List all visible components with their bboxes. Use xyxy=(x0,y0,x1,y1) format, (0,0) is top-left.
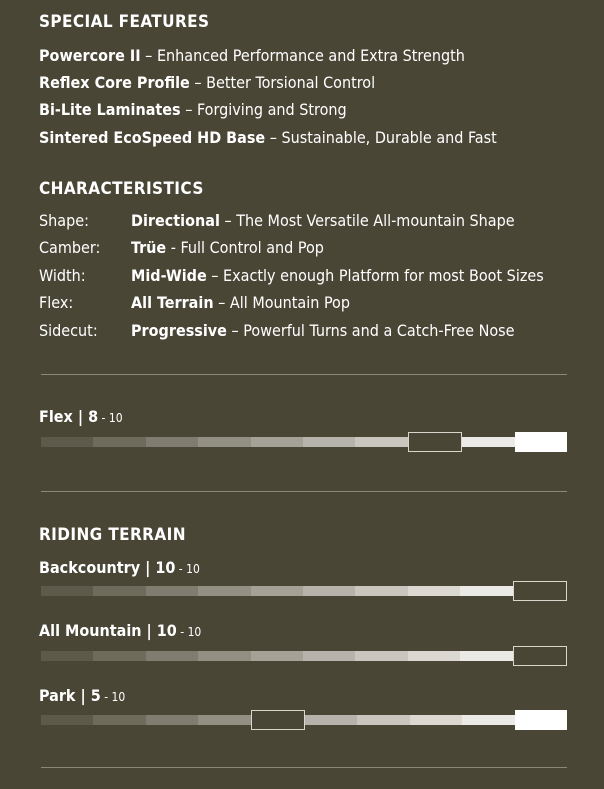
rating-segment xyxy=(408,432,462,452)
characteristic-row xyxy=(39,238,324,258)
characteristic-value: Directional xyxy=(131,211,220,230)
rating-segment xyxy=(93,437,145,447)
rating-segment xyxy=(460,651,512,661)
feature-name: Powercore II xyxy=(39,46,141,65)
rating-segment xyxy=(513,646,567,666)
terrain-rating-max: - 10 xyxy=(176,625,202,639)
rating-segment xyxy=(408,651,460,661)
rating-segment xyxy=(355,651,407,661)
rating-segment xyxy=(355,437,407,447)
rating-segment xyxy=(251,586,303,596)
rating-segment xyxy=(41,586,93,596)
characteristics-heading: CHARACTERISTICS xyxy=(39,179,204,199)
park-rating-bar xyxy=(41,710,567,730)
rating-segment xyxy=(303,437,355,447)
characteristic-label: Camber: xyxy=(39,238,101,257)
characteristic-value: All Terrain xyxy=(131,293,214,312)
characteristic-desc: – All Mountain Pop xyxy=(213,293,350,312)
rating-segment xyxy=(251,437,303,447)
divider xyxy=(41,767,567,768)
feature-name: Bi-Lite Laminates xyxy=(39,100,181,119)
feature-item xyxy=(39,46,465,66)
characteristic-label: Width: xyxy=(39,266,86,285)
divider xyxy=(41,491,567,492)
flex-rating-title xyxy=(39,407,123,428)
feature-item xyxy=(39,73,375,93)
rating-segment xyxy=(408,586,460,596)
feature-item xyxy=(39,128,497,148)
rating-segment xyxy=(462,715,514,725)
characteristic-value: Trüe xyxy=(131,238,167,257)
rating-segment xyxy=(146,651,198,661)
rating-segment xyxy=(146,437,198,447)
terrain-rating-max: - 10 xyxy=(100,690,126,704)
rating-segment xyxy=(146,715,198,725)
characteristic-label: Shape: xyxy=(39,211,89,230)
rating-segment xyxy=(355,586,407,596)
characteristic-label: Flex: xyxy=(39,293,74,312)
characteristic-value: Mid-Wide xyxy=(131,266,207,285)
feature-desc: – Better Torsional Control xyxy=(189,73,376,92)
characteristic-row xyxy=(39,293,350,313)
rating-segment xyxy=(303,651,355,661)
characteristic-desc: – Powerful Turns and a Catch-Free Nose xyxy=(226,321,515,340)
divider xyxy=(41,374,567,375)
flex-rating-max: - 10 xyxy=(98,411,123,425)
feature-desc: – Forgiving and Strong xyxy=(180,100,347,119)
rating-segment xyxy=(93,586,145,596)
terrain-rating-label: Backcountry | 10 xyxy=(39,558,176,577)
rating-segment xyxy=(41,651,93,661)
rating-segment xyxy=(305,715,357,725)
terrain-rating-label: All Mountain | 10 xyxy=(39,621,177,640)
characteristic-row xyxy=(39,211,515,231)
characteristic-desc: - Full Control and Pop xyxy=(166,238,324,257)
rating-segment xyxy=(93,651,145,661)
rating-segment xyxy=(513,581,567,601)
rating-segment xyxy=(146,586,198,596)
rating-segment xyxy=(515,710,567,730)
feature-item xyxy=(39,100,347,120)
flex-rating-bar xyxy=(41,432,567,452)
rating-segment xyxy=(41,715,93,725)
feature-desc: – Enhanced Performance and Extra Strength xyxy=(140,46,465,65)
characteristic-row xyxy=(39,321,515,341)
backcountry-rating-bar xyxy=(41,581,567,601)
rating-segment xyxy=(198,437,250,447)
rating-segment xyxy=(198,586,250,596)
rating-segment xyxy=(462,437,514,447)
feature-name: Reflex Core Profile xyxy=(39,73,190,92)
feature-name: Sintered EcoSpeed HD Base xyxy=(39,128,266,147)
terrain-rating-title xyxy=(39,621,201,642)
rating-segment xyxy=(515,432,567,452)
rating-segment xyxy=(357,715,409,725)
flex-rating-label: Flex | 8 xyxy=(39,407,99,426)
special-features-heading: SPECIAL FEATURES xyxy=(39,12,210,32)
rating-segment xyxy=(251,651,303,661)
terrain-rating-label: Park | 5 xyxy=(39,686,101,705)
characteristic-value: Progressive xyxy=(131,321,227,340)
rating-segment xyxy=(303,586,355,596)
feature-desc: – Sustainable, Durable and Fast xyxy=(265,128,497,147)
riding-terrain-heading: RIDING TERRAIN xyxy=(39,525,186,545)
rating-segment xyxy=(251,710,305,730)
rating-segment xyxy=(41,437,93,447)
terrain-rating-title xyxy=(39,686,125,707)
rating-segment xyxy=(460,586,512,596)
all-mountain-rating-bar xyxy=(41,646,567,666)
rating-segment xyxy=(410,715,462,725)
characteristic-label: Sidecut: xyxy=(39,321,98,340)
characteristic-desc: – Exactly enough Platform for most Boot Sizes xyxy=(206,266,544,285)
characteristic-desc: – The Most Versatile All-mountain Shape xyxy=(219,211,515,230)
characteristic-row xyxy=(39,266,544,286)
rating-segment xyxy=(198,715,250,725)
rating-segment xyxy=(93,715,145,725)
terrain-rating-title xyxy=(39,558,200,579)
terrain-rating-max: - 10 xyxy=(175,562,200,576)
rating-segment xyxy=(198,651,250,661)
